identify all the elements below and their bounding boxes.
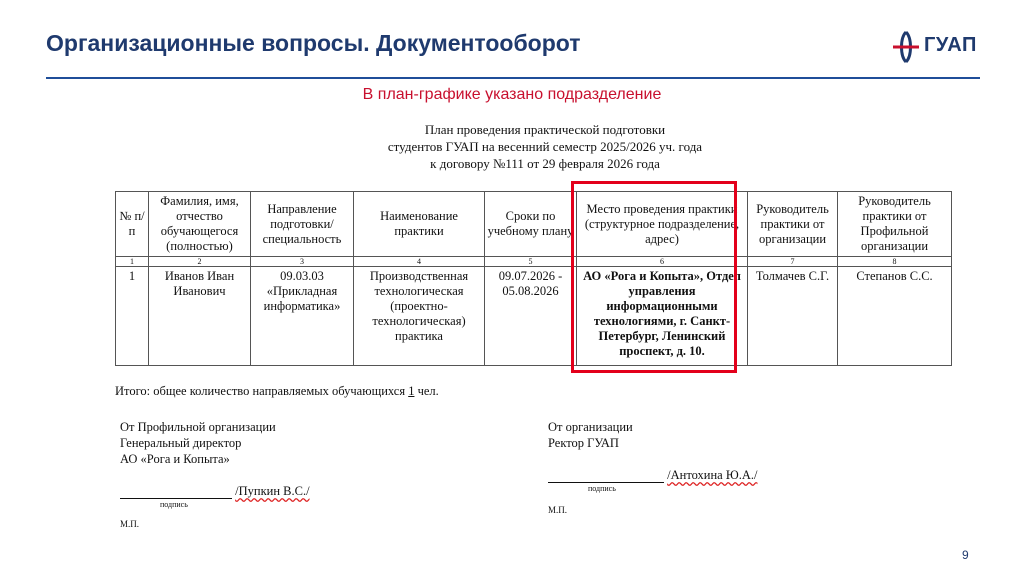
signature-blank [548,471,664,483]
column-number: 7 [748,257,838,267]
header-cell: Руководитель практики от организации [748,192,838,257]
signer-name: /Антохина Ю.А./ [667,468,758,482]
column-number: 1 [116,257,149,267]
column-number: 2 [149,257,251,267]
header-cell: Место проведения практики (структурное подразделение, адрес) [577,192,748,257]
header-cell: Сроки по учебному плану [485,192,577,257]
supervisor-organization: Толмачев С.Г. [748,267,838,366]
signature-right [548,468,757,483]
document-title [340,121,750,172]
header-cell: Фамилия, имя, отчество обучающегося (полностью) [149,192,251,257]
column-number: 8 [838,257,952,267]
total-prefix: Итого: общее количество направляемых обучающихся [115,384,406,398]
stamp-place: М.П. [548,505,568,515]
total-count: 1 [408,384,415,398]
document-title-line: План проведения практической подготовки [424,122,666,137]
column-number: 4 [354,257,485,267]
header-cell: Руководитель практики от Профильной организации [838,192,952,257]
header-cell: № п/п [116,192,149,257]
practice-name: Производственная технологическая (проектно-технологическая) практика [354,267,485,366]
total-students [115,384,439,399]
page-number: 9 [962,548,969,562]
column-number-row [116,257,952,267]
signature-line-text: От организации [548,420,633,434]
table-row [116,267,952,366]
signature-line-text: От Профильной организации [120,420,276,434]
slide-subtitle: В план-графике указано подразделение [362,86,662,103]
header-cell: Направление подготовки/ специальность [251,192,354,257]
row-number: 1 [116,267,149,366]
column-number: 6 [577,257,748,267]
practice-place: АО «Рога и Копыта», Отдел управления информационными технологиями, г. Санкт-Петербург, Ленинский проспект, д. 10. [577,267,748,366]
signature-block-organization [548,419,633,451]
signature-line-text: Генеральный директор [120,436,242,450]
student-name: Иванов Иван Иванович [149,267,251,366]
document-title-line: к договору №111 от 29 февраля 2026 года [430,156,660,171]
study-direction: 09.03.03 «Прикладная информатика» [251,267,354,366]
header-divider [46,77,980,79]
place-highlight-frame [571,181,737,373]
stamp-place: М.П. [120,519,140,529]
header-cell: Наименование практики [354,192,485,257]
column-number: 3 [251,257,354,267]
document-title-line: студентов ГУАП на весенний семестр 2025/2026 уч. года [387,139,703,154]
practice-dates: 09.07.2026 - 05.08.2026 [485,267,577,366]
total-suffix: чел. [417,384,439,398]
column-number: 5 [485,257,577,267]
logo-text: ГУАП [924,34,977,56]
signature-line-text: АО «Рога и Копыта» [120,452,230,466]
signature-left [120,484,310,499]
signature-blank [120,487,232,499]
guap-logo-icon [890,30,922,64]
guap-logo [890,30,990,64]
practice-plan-table [115,191,952,366]
slide-title: Организационные вопросы. Документооборот [46,30,581,56]
table-header-row [116,192,952,257]
signature-block-profile-org [120,419,276,467]
supervisor-profile-organization: Степанов С.С. [838,267,952,366]
signature-caption: подпись [588,484,616,493]
signer-name: /Пупкин В.С./ [235,484,310,498]
signature-caption: подпись [160,500,188,509]
signature-line-text: Ректор ГУАП [548,436,619,450]
